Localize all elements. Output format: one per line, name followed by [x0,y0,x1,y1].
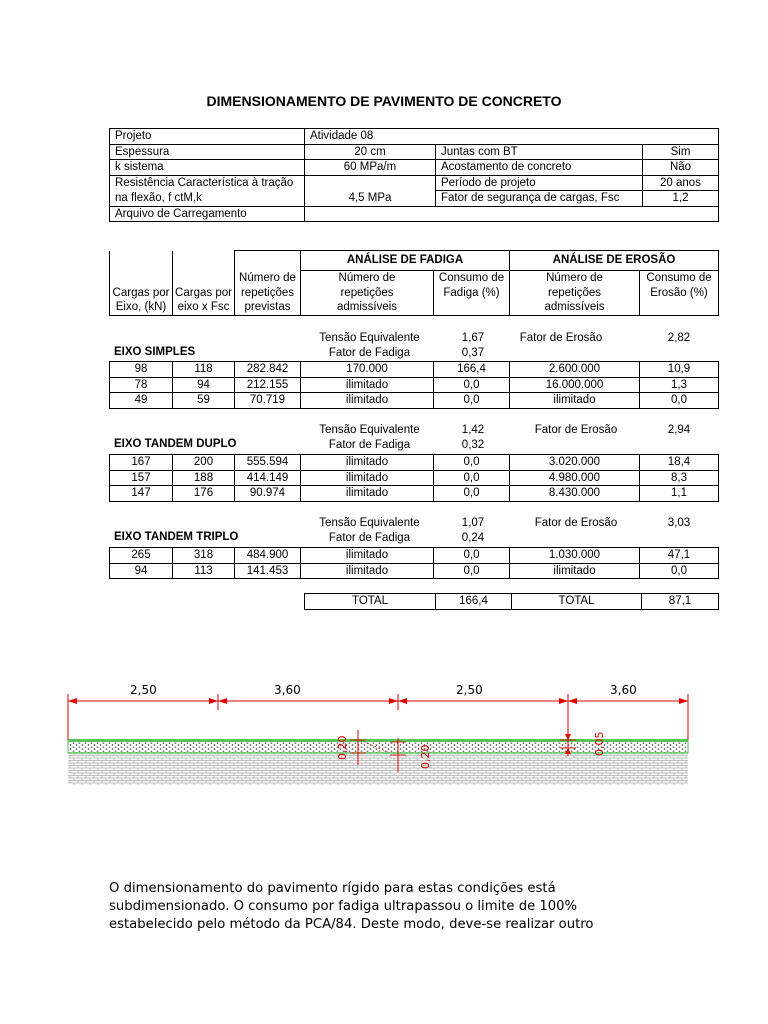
cell-adm-fadiga: ilimitado [301,455,434,471]
dim-vert-1: 0,20 [336,735,349,760]
cell-consumo-erosao: 0,0 [640,563,719,579]
cell-cargas-fsc: 318 [173,548,235,564]
cell-consumo-fadiga: 0,0 [434,486,510,502]
section-eixo-tandem-duplo: EIXO TANDEM DUPLO [114,438,237,450]
cell-cargas-eixo: 98 [110,362,173,378]
cell-adm-erosao: 4.980.000 [510,470,640,486]
analysis-header-table [109,250,719,316]
paragraph-line: subdimensionado. O consumo por fadiga ultrapassou o limite de 100% [109,899,578,914]
fator-erosao-label-2: Fator de Erosão [534,424,618,436]
total-erosao-value: 87,1 [642,594,719,610]
cell-num-rep: 484.900 [235,548,301,564]
cell-adm-erosao: ilimitado [510,393,640,409]
cell-consumo-fadiga: 0,0 [434,548,510,564]
col-consumo-erosao: Consumo de Erosão (%) [640,271,719,316]
cell-adm-fadiga: ilimitado [301,393,434,409]
fator-erosao-value-2: 2,94 [667,424,691,436]
cell-consumo-fadiga: 0,0 [434,393,510,409]
fator-fadiga-value-1: 0,37 [461,347,485,359]
dim-vert-2: 0,20 [419,744,432,769]
cell-adm-erosao: 2.600.000 [510,362,640,378]
fator-erosao-label-1: Fator de Erosão [519,332,603,344]
cell-cargas-fsc: 118 [173,362,235,378]
cell-num-rep: 141.453 [235,563,301,579]
table-row [110,455,719,471]
cell-cargas-eixo: 78 [110,377,173,393]
totals-table [304,593,719,610]
col-consumo-fadiga: Consumo de Fadiga (%) [434,271,510,316]
cell-cargas-eixo: 94 [110,563,173,579]
total-fadiga-label: TOTAL [305,594,436,610]
cell-consumo-fadiga: 166,4 [434,362,510,378]
cell-adm-erosao: 1.030.000 [510,548,640,564]
cell-num-rep: 212.155 [235,377,301,393]
cell-consumo-fadiga: 0,0 [434,455,510,471]
arquivo-label: Arquivo de Carregamento [110,206,305,222]
cell-num-rep: 414.149 [235,470,301,486]
pavement-cross-section [60,670,700,795]
col-num-repeticoes: Número de repetições previstas [235,251,301,316]
cell-num-rep: 90.974 [235,486,301,502]
cell-num-rep: 70.719 [235,393,301,409]
fator-fadiga-value-2: 0,32 [461,439,485,451]
table-row [110,563,719,579]
cell-adm-fadiga: ilimitado [301,486,434,502]
cell-cargas-fsc: 188 [173,470,235,486]
fator-fadiga-value-3: 0,24 [461,532,485,544]
dim-top-1: 2,50 [130,683,157,697]
cell-consumo-erosao: 10,9 [640,362,719,378]
tensao-value-1: 1,67 [461,332,485,344]
cell-consumo-erosao: 8,3 [640,470,719,486]
periodo-value: 20 anos [643,175,719,191]
cell-adm-fadiga: 170.000 [301,362,434,378]
fator-fadiga-label-3: Fator de Fadiga [328,532,411,544]
total-fadiga-value: 166,4 [436,594,512,610]
ksistema-label: k sistema [110,160,305,176]
conclusion-paragraph [109,880,669,934]
espessura-label: Espessura [110,144,305,160]
tensao-label-2: Tensão Equivalente [319,424,420,436]
tensao-value-2: 1,42 [461,424,485,436]
ksistema-value: 60 MPa/m [305,160,436,176]
paragraph-line: estabelecido pelo método da PCA/84. Deste modo, deve-se realizar outro [109,917,594,932]
tensao-label-1: Tensão Equivalente [319,332,420,344]
cell-adm-fadiga: ilimitado [301,563,434,579]
cell-num-rep: 282.842 [235,362,301,378]
cell-cargas-eixo: 157 [110,470,173,486]
table-row [110,377,719,393]
eixo-tandem-duplo-table [109,454,719,502]
cell-cargas-fsc: 200 [173,455,235,471]
paragraph-line: O dimensionamento do pavimento rígido para estas condições está [109,881,556,896]
fator-erosao-label-3: Fator de Erosão [534,517,618,529]
cell-consumo-fadiga: 0,0 [434,470,510,486]
cell-consumo-fadiga: 0,0 [434,563,510,579]
fator-fadiga-label-2: Fator de Fadiga [328,439,411,451]
project-header-table [109,128,719,222]
cell-cargas-eixo: 147 [110,486,173,502]
cell-consumo-erosao: 18,4 [640,455,719,471]
dim-top-4: 3,60 [610,683,637,697]
cell-adm-erosao: 3.020.000 [510,455,640,471]
projeto-value: Atividade 08 [305,129,719,145]
fadiga-title: ANÁLISE DE FADIGA [301,251,510,271]
cell-adm-erosao: 8.430.000 [510,486,640,502]
dim-vert-3: 0,05 [593,731,606,756]
arquivo-value [305,206,719,222]
cell-cargas-fsc: 59 [173,393,235,409]
cell-consumo-erosao: 1,3 [640,377,719,393]
eixo-simples-table [109,361,719,409]
fator-erosao-value-1: 2,82 [667,332,691,344]
document-title: DIMENSIONAMENTO DE PAVIMENTO DE CONCRETO [206,93,562,109]
col-num-adm-fadiga: Número de repetições admissíveis [301,271,434,316]
table-row [110,393,719,409]
cell-cargas-fsc: 94 [173,377,235,393]
juntas-label: Juntas com BT [436,144,643,160]
table-row [110,486,719,502]
col-cargas-fsc: Cargas por eixo x Fsc [173,251,235,316]
fator-erosao-value-3: 3,03 [667,517,691,529]
erosao-title: ANÁLISE DE EROSÃO [510,251,719,271]
acostamento-label: Acostamento de concreto [436,160,643,176]
fator-seguranca-label: Fator de segurança de cargas, Fsc [436,191,643,207]
cell-consumo-erosao: 47,1 [640,548,719,564]
table-row [110,470,719,486]
juntas-value: Sim [643,144,719,160]
projeto-label: Projeto [110,129,305,145]
cell-cargas-eixo: 49 [110,393,173,409]
fator-seguranca-value: 1,2 [643,191,719,207]
resistencia-label: Resistência Característica à tração na flexão, f ctM,k [110,175,305,206]
section-eixo-tandem-triplo: EIXO TANDEM TRIPLO [114,531,239,543]
acostamento-value: Não [643,160,719,176]
cell-consumo-erosao: 1,1 [640,486,719,502]
cell-adm-fadiga: ilimitado [301,470,434,486]
total-erosao-label: TOTAL [512,594,642,610]
cell-consumo-erosao: 0,0 [640,393,719,409]
table-row [110,548,719,564]
cell-adm-fadiga: ilimitado [301,548,434,564]
cell-adm-erosao: ilimitado [510,563,640,579]
cell-num-rep: 555.594 [235,455,301,471]
col-cargas-eixo: Cargas por Eixo, (kN) [110,251,173,316]
cell-consumo-fadiga: 0,0 [434,377,510,393]
fator-fadiga-label-1: Fator de Fadiga [328,347,411,359]
dim-top-2: 3,60 [274,683,301,697]
cell-cargas-eixo: 167 [110,455,173,471]
espessura-value: 20 cm [305,144,436,160]
tensao-label-3: Tensão Equivalente [319,517,420,529]
cell-adm-erosao: 16.000.000 [510,377,640,393]
dim-top-3: 2,50 [456,683,483,697]
eixo-tandem-triplo-table [109,547,719,579]
resistencia-value: 4,5 MPa [305,175,436,206]
tensao-value-3: 1,07 [461,517,485,529]
col-num-adm-erosao: Número de repetições admissíveis [510,271,640,316]
table-row [110,362,719,378]
cell-cargas-fsc: 113 [173,563,235,579]
periodo-label: Período de projeto [436,175,643,191]
cell-adm-fadiga: ilimitado [301,377,434,393]
section-eixo-simples: EIXO SIMPLES [114,346,196,358]
cell-cargas-eixo: 265 [110,548,173,564]
cell-cargas-fsc: 176 [173,486,235,502]
